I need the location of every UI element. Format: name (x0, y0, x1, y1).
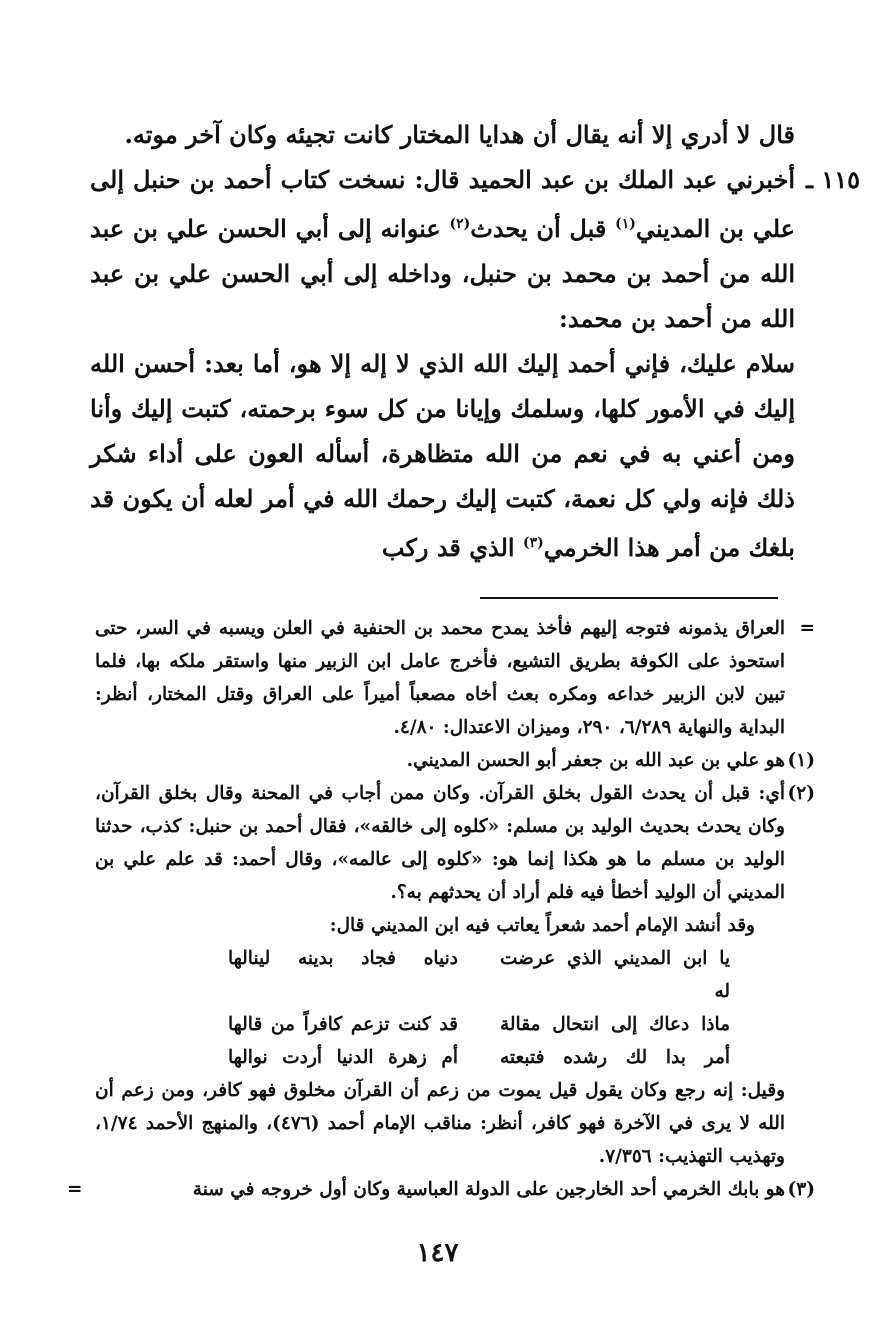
poem-verse-second-half: أم زهرة الدنيا أردت نوالها (228, 1047, 458, 1068)
footnote-1-text: هو علي بن عبد الله بن جعفر أبو الحسن المديني. (406, 750, 785, 771)
entry-text-part3: عنوانه إلى أبي الحسن علي بن عبد الله من أحمد بن محمد بن حنبل، وداخله إلى أبي الحسن علي بن عبد الله من أحمد بن محمد: (90, 214, 796, 333)
poem-verse (95, 942, 730, 1008)
footnote-3-marker: (٣) (787, 1179, 815, 1200)
letter-paragraph (90, 341, 795, 570)
poem-verse-second-half: دنياه فجاد بدينه لينالها (228, 948, 458, 969)
entry-number: ١١٥ ـ (805, 165, 860, 194)
intro-paragraph: قال لا أدري إلا أنه يقال أن هدايا المختار كانت تجيئه وكان آخر موته. (124, 120, 795, 149)
letter-text-part2: الذي قد ركب (381, 533, 523, 562)
poem-verse-first-half: يا ابن المديني الذي عرضت له (500, 948, 730, 1002)
poem-verse-first-half: أمر بدا لك رشده فتبعته (500, 1047, 730, 1068)
footnote-2 (95, 777, 815, 909)
poem-verse-first-half: ماذا دعاك إلى انتحال مقالة (500, 1014, 730, 1035)
continuation-text: العراق يذمونه فتوجه إليهم فأخذ يمدح محمد بن الحنفية في العلن ويسبه في السر، حتى استحوذ على الكوفة بطريق التشيع، فأخرج عامل ابن الزبير منها واستقر ملكه بها، فلما تبين لابن الزبير خداعه ومكره بعث أخاه مصعباً أميراً على العراق وقتل المختار، أنظر: البداية والنهاية ٦/٢٨٩، ٢٩٠، وميزان الاعتدال: ٤/٨٠. (95, 618, 785, 738)
poem-verse (95, 1041, 730, 1074)
footnote-1-marker: (١) (787, 750, 815, 771)
continuation-marker: = (799, 618, 815, 639)
footnote-ref-2[interactable]: (٢) (449, 216, 471, 232)
poem (95, 942, 785, 1074)
footnote-2-after: وقيل: إنه رجع وكان يقول قيل يموت من زعم أن القرآن مخلوق فهو كافر، ومن زعم أن الله لا يرى في الآخرة فهو كافر، أنظر: مناقب الإمام أحمد (٤٧٦)، والمنهج الأحمد ١/٧٤، وتهذيب التهذيب: ٧/٣٥٦. (95, 1080, 785, 1167)
footnote-2-marker: (٢) (787, 783, 815, 804)
poem-verse (95, 1008, 730, 1041)
entry-text-part1: أخبرني عبد الملك بن عبد الحميد قال: نسخت كتاب أحمد بن حنبل إلى علي بن المديني (90, 165, 795, 243)
footnote-1 (95, 744, 815, 777)
poem-verse-second-half: قد كنت تزعم كافراً من قالها (228, 1014, 458, 1035)
footnote-2-text: أي: قبل أن يحدث القول بخلق القرآن. وكان ممن أجاب في المحنة وقال بخلق القرآن، وكان يحدث بحديث الوليد بن مسلم: «كلوه إلى خالقه»، فقال أحمد بن حنبل: كذب، حدثنا الوليد بن مسلم ما هو هكذا إنما هو: «كلوه إلى عالمه»، وقال أحمد: قد علم علي بن المديني أن الوليد أخطأ فيه فلم أراد أن يحدثهم به؟. (95, 783, 785, 903)
page-number: ١٤٧ (416, 1238, 459, 1268)
footnotes-section (67, 612, 815, 1206)
footnote-3-continues-marker: = (67, 1179, 83, 1200)
entry-text-part2: قبل أن يحدث (470, 214, 616, 243)
main-text (90, 112, 860, 570)
footnote-ref-3[interactable]: (٣) (522, 535, 544, 551)
footnote-3-text: هو بابك الخرمي أحد الخارجين على الدولة العباسية وكان أول خروجه في سنة (192, 1179, 785, 1200)
footnote-2-poem-intro: وقد أنشد الإمام أحمد شعراً يعاتب فيه ابن المديني قال: (329, 915, 755, 936)
letter-text-part1: سلام عليك، فإني أحمد إليك الله الذي لا إله إلا هو، أما بعد: أحسن الله إليك في الأمور كلها، وسلمك وإيانا من كل سوء برحمته، كتبت إليك وأنا ومن أعني به في نعم من الله متظاهرة، أسأله العون على أداء شكر ذلك فإنه ولي كل نعمة، كتبت إليك رحمك الله في أمر لعله أن يكون قد بلغك من أمر هذا الخرمي (90, 349, 795, 562)
entry-115-paragraph (90, 157, 860, 341)
footnote-divider (480, 597, 778, 599)
footnote-continuation (95, 612, 815, 744)
footnote-ref-1[interactable]: (١) (615, 216, 636, 232)
footnote-3 (67, 1173, 815, 1206)
